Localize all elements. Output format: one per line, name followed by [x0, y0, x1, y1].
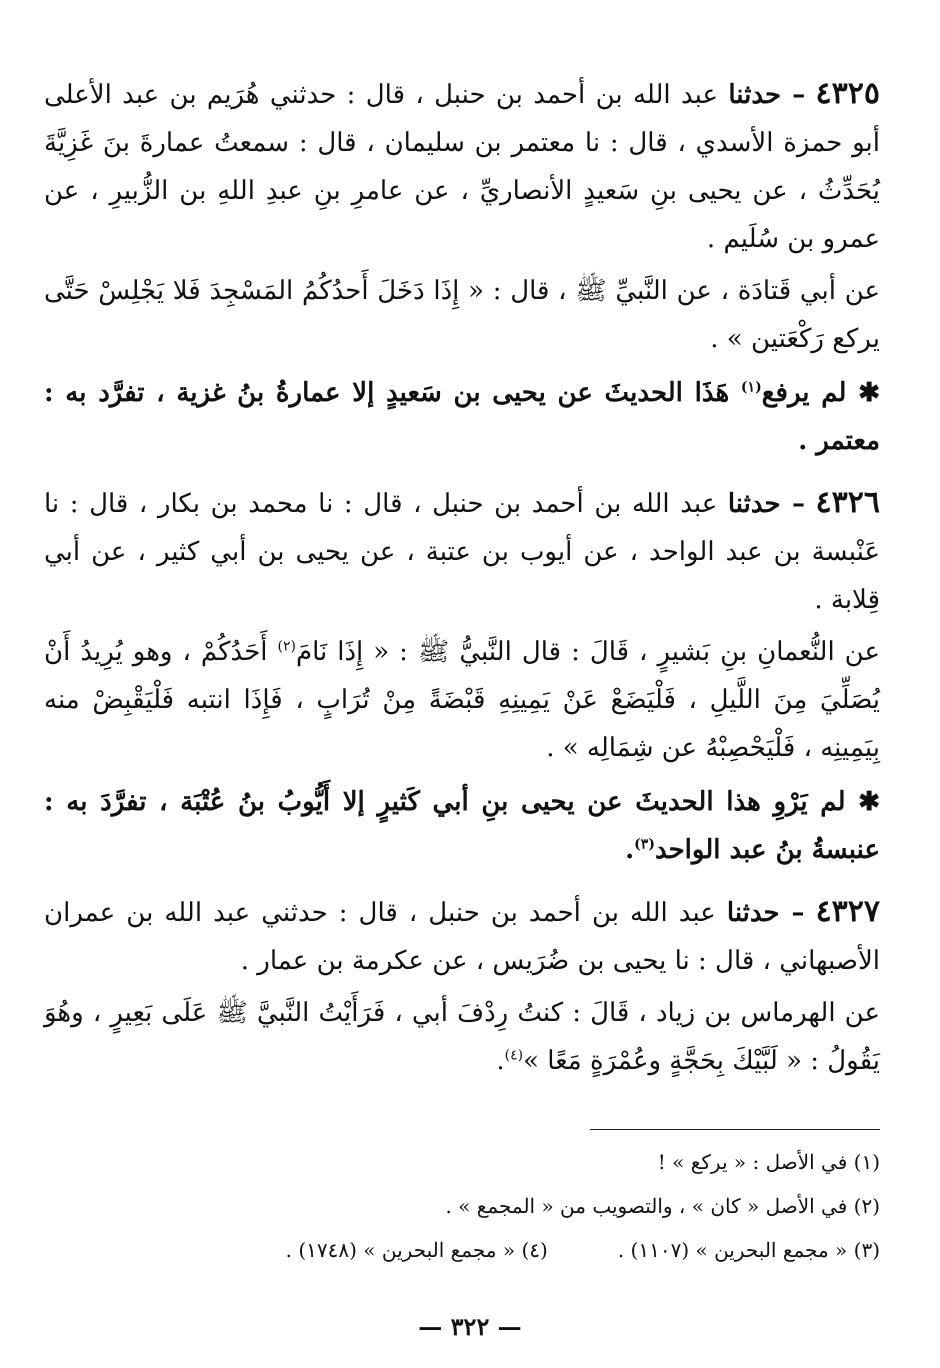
- hadith-number: ٤٣٢٥: [815, 76, 880, 111]
- matn-text: عن الهرماس بن زياد ، قَالَ : كنتُ رِدْفَ أبي ، فَرَأَيْتُ النَّبيَّ ﷺ عَلَى بَعِيرٍ ، وهُوَ يَقُولُ : « لَبَّيْكَ بِحَجَّةٍ وعُمْرَةٍ مَعًا »: [44, 998, 880, 1076]
- page-body: [44, 70, 880, 1091]
- isnad-lead: حدثنا: [727, 489, 781, 519]
- isnad-text: عبد الله بن أحمد بن حنبل ، قال : نا محمد بن بكار ، قال : نا عَنْبسة بن عبد الواحد ، عن أيوب بن عتبة ، عن يحيى بن أبي كثير ، عن أبي قِلابة .: [44, 489, 880, 615]
- hadith-note: [44, 778, 880, 874]
- isnad-text: عبد الله بن أحمد بن حنبل ، قال : حدثني عبد الله بن عمران الأصبهاني ، قال : نا يحيى بن ضُرَيس ، عن عكرمة بن عمار .: [44, 898, 880, 976]
- footnote-2: (٢) في الأصل « كان » ، والتصويب من « المجمع » .: [445, 1194, 880, 1218]
- footnotes: [60, 1140, 880, 1272]
- matn-text: عن أبي قَتادَة ، عن النَّبيِّ ﷺ ، قال : « إِذَا دَخَلَ أَحدُكُمُ المَسْجِدَ فَلا يَجْلِسْ حَتَّى يركع رَكْعَتين » .: [44, 276, 881, 354]
- footnote-1: (١) في الأصل : « يركع » !: [657, 1150, 880, 1174]
- footnote-row: [60, 1228, 880, 1272]
- hadith-note: [44, 369, 880, 465]
- note-text: لم يَرْوِ هذا الحديثَ عن يحيى بنِ أبي كَثيرٍ إلا أَيُّوبُ بنُ عُتْبَة ، تفرَّدَ به : عنبسةُ بنُ عبد الواحد: [44, 787, 880, 865]
- hadith-isnad: ٤٣٢٥ – حدثنا عبد الله بن أحمد بن حنبل ، قال : حدثني هُرَيم بن عبد الأعلى أبو حمزة الأسدي ، قال : نا معتمر بن سليمان ، قال : سمعتُ عمارةَ بنَ غَزِيَّةَ يُحَدِّثُ ، عن يحيى بنِ سَعيدٍ الأنصاريِّ ، عن عامرِ بنِ عبدِ اللهِ بن الزُّبيرِ ، عن عمرو بن سُلَيم .: [44, 76, 880, 254]
- isnad-lead: حدثنا: [728, 80, 782, 110]
- hadith-matn: [44, 628, 880, 772]
- hadith-isnad: ٤٣٢٧ – حدثنا عبد الله بن أحمد بن حنبل ، قال : حدثني عبد الله بن عمران الأصبهاني ، قال : نا يحيى بن ضُرَيس ، عن عكرمة بن عمار .: [44, 894, 881, 976]
- footnote-ref: (٢): [277, 638, 296, 655]
- note-text: .: [625, 835, 635, 865]
- footnote-ref: (٤): [504, 1047, 524, 1064]
- footnote-divider: [590, 1129, 880, 1130]
- matn-text: .: [496, 1046, 505, 1076]
- hadith-number: ٤٣٢٦: [815, 485, 880, 520]
- isnad-lead: حدثنا: [726, 898, 780, 928]
- page-number: — ٣٢٢ —: [418, 1312, 522, 1341]
- matn-text: عن النُّعمانِ بنِ بَشيرٍ ، قَالَ : قال النَّبيُّ ﷺ : « إِذَا نَامَ: [295, 637, 880, 667]
- note-text: هَذَا الحديثَ عن يحيى بن سَعيدٍ إلا عمارةُ بنُ غزية ، تفرَّد به : معتمر .: [44, 378, 880, 456]
- footnote-ref: (١): [740, 379, 762, 396]
- star-icon: ✱: [846, 378, 880, 408]
- hadith-isnad: ٤٣٢٦ – حدثنا عبد الله بن أحمد بن حنبل ، قال : نا محمد بن بكار ، قال : نا عَنْبسة بن عبد الواحد ، عن أيوب بن عتبة ، عن يحيى بن أبي كثير ، عن أبي قِلابة .: [44, 485, 880, 615]
- footnote-ref: (٣): [634, 836, 655, 853]
- matn-text: أَحَدُكُمْ ، وهو يُرِيدُ أَنْ يُصَلِّيَ مِنَ اللَّيلِ ، فَلْيَضَعْ عَنْ يَمِينِهِ قَبْضَةً مِنْ تُرَابٍ ، فَإِذَا انتبه فَلْيَقْبِضْ منه بِيَمِينِه ، فَلْيَحْصِبْهُ عن شِمَالِه » .: [44, 637, 880, 763]
- footnote-4: (٤) « مجمع البحرين » (١٧٤٨) .: [285, 1238, 548, 1262]
- footnote-3: (٣) « مجمع البحرين » (١١٠٧) .: [617, 1238, 880, 1262]
- hadith-matn: [44, 989, 880, 1085]
- star-icon: ✱: [845, 787, 880, 817]
- note-text: لم يرفع: [761, 378, 847, 408]
- hadith-matn: [44, 267, 880, 363]
- isnad-text: عبد الله بن أحمد بن حنبل ، قال : حدثني هُرَيم بن عبد الأعلى أبو حمزة الأسدي ، قال : نا معتمر بن سليمان ، قال : سمعتُ عمارةَ بنَ غَزِيَّةَ يُحَدِّثُ ، عن يحيى بنِ سَعيدٍ الأنصاريِّ ، عن عامرِ بنِ عبدِ اللهِ بن الزُّبيرِ ، عن عمرو بن سُلَيم .: [44, 80, 880, 254]
- hadith-number: ٤٣٢٧: [815, 894, 881, 929]
